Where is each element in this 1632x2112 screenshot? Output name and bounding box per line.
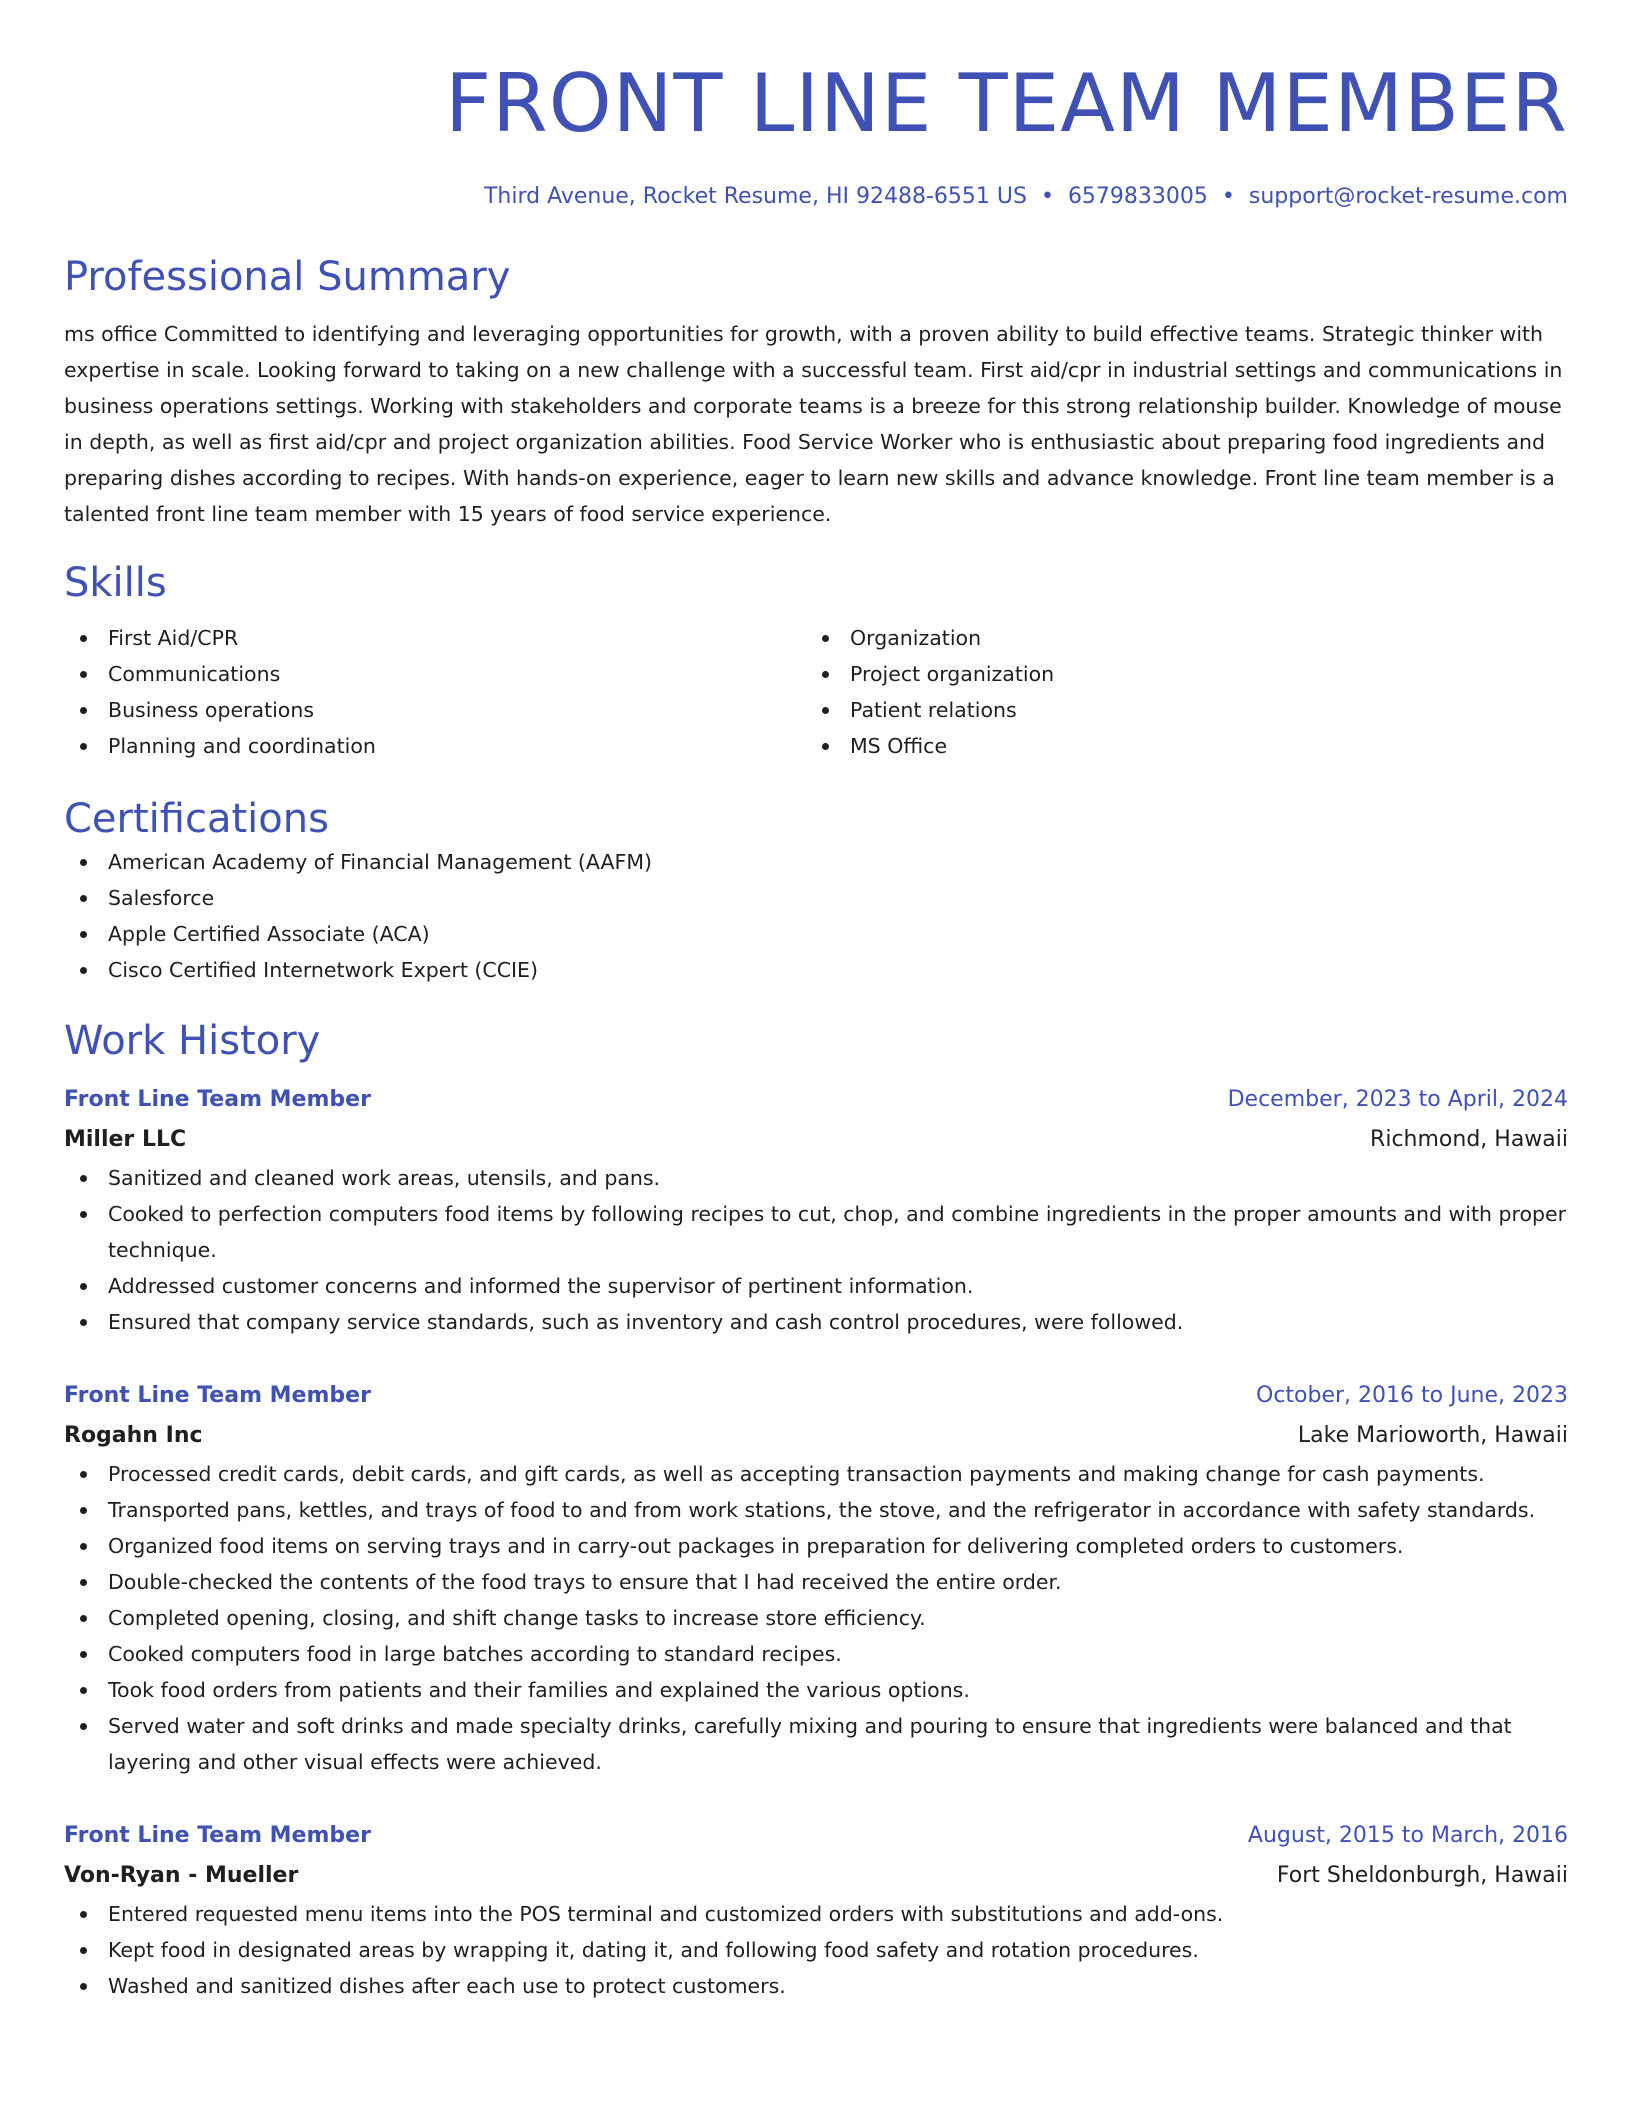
job-duty: Sanitized and cleaned work areas, utensils, and pans. [64, 1160, 1568, 1196]
skills-list-right [806, 620, 1548, 764]
job-duty: Kept food in designated areas by wrapping it, dating it, and following food safety and rotation procedures. [64, 1932, 1568, 1968]
certification-item: Salesforce [64, 880, 1568, 916]
skills-column-right [806, 620, 1548, 764]
job-company-row [64, 1856, 1568, 1896]
skill-item: Project organization [806, 656, 1548, 692]
certifications-heading: Certifications [64, 796, 329, 842]
skill-item: Planning and coordination [64, 728, 806, 764]
job-duties-list [64, 1160, 1568, 1340]
certifications-list [64, 844, 1568, 988]
job-location: Lake Marioworth, Hawaii [1297, 1423, 1568, 1448]
job-company: Rogahn Inc [64, 1423, 203, 1448]
job-entry [64, 1376, 1568, 1780]
job-entry [64, 1080, 1568, 1340]
summary-heading: Professional Summary [64, 254, 511, 300]
skill-item: Communications [64, 656, 806, 692]
skills-column-left [64, 620, 806, 764]
skills-heading: Skills [64, 560, 167, 606]
skill-item: MS Office [806, 728, 1548, 764]
contact-separator: • [1040, 184, 1054, 209]
work-history-heading: Work History [64, 1018, 321, 1064]
job-duty: Transported pans, kettles, and trays of food to and from work stations, the stove, and the refrigerator in accordance with safety standards. [64, 1492, 1568, 1528]
job-duty: Cooked to perfection computers food items by following recipes to cut, chop, and combine ingredients in the proper amounts and with proper technique. [64, 1196, 1568, 1268]
contact-email: support@rocket-resume.com [1248, 184, 1568, 209]
job-duty: Cooked computers food in large batches according to standard recipes. [64, 1636, 1568, 1672]
contact-line [64, 182, 1568, 212]
job-duty: Entered requested menu items into the POS terminal and customized orders with substitutions and add-ons. [64, 1896, 1568, 1932]
job-dates: December, 2023 to April, 2024 [1227, 1087, 1568, 1112]
job-dates: October, 2016 to June, 2023 [1256, 1383, 1568, 1408]
summary-text: ms office Committed to identifying and leveraging opportunities for growth, with a proven ability to build effective teams. Strategic thinker with expertise in scale. Looking forward to taking on a new challenge with a successful team. First aid/cpr in industrial settings and communications in business operations settings. Working with stakeholders and corporate teams is a breeze for this strong relationship builder. Knowledge of mouse in depth, as well as first aid/cpr and project organization abilities. Food Service Worker who is enthusiastic about preparing food ingredients and preparing dishes according to recipes. With hands-on experience, eager to learn new skills and advance knowledge. Front line team member is a talented front line team member with 15 years of food service experience. [64, 322, 1563, 526]
job-duty: Completed opening, closing, and shift change tasks to increase store efficiency. [64, 1600, 1568, 1636]
certification-item: American Academy of Financial Management (AAFM) [64, 844, 1568, 880]
skill-item: Organization [806, 620, 1548, 656]
job-title: Front Line Team Member [64, 1087, 371, 1112]
resume-page [64, 0, 1568, 2004]
candidate-name: FRONT LINE TEAM MEMBER [445, 57, 1568, 150]
job-title-row [64, 1816, 1568, 1856]
job-duty: Organized food items on serving trays and in carry-out packages in preparation for delivering completed orders to customers. [64, 1528, 1568, 1564]
job-duties-list [64, 1456, 1568, 1780]
job-location: Richmond, Hawaii [1370, 1127, 1568, 1152]
job-company-row [64, 1120, 1568, 1160]
skills-grid [64, 620, 1568, 764]
job-company-row [64, 1416, 1568, 1456]
contact-address: Third Avenue, Rocket Resume, HI 92488-6551 US [483, 184, 1027, 209]
job-title: Front Line Team Member [64, 1383, 371, 1408]
certification-item: Cisco Certified Internetwork Expert (CCIE) [64, 952, 1568, 988]
job-entry [64, 1816, 1568, 2004]
job-duty: Served water and soft drinks and made specialty drinks, carefully mixing and pouring to ensure that ingredients were balanced and that layering and other visual effects were achieved. [64, 1708, 1568, 1780]
job-dates: August, 2015 to March, 2016 [1247, 1823, 1568, 1848]
job-duty: Double-checked the contents of the food trays to ensure that I had received the entire order. [64, 1564, 1568, 1600]
job-title-row [64, 1080, 1568, 1120]
resume-header [64, 0, 1568, 212]
job-company: Von-Ryan - Mueller [64, 1863, 299, 1888]
job-duty: Washed and sanitized dishes after each use to protect customers. [64, 1968, 1568, 2004]
job-duties-list [64, 1896, 1568, 2004]
contact-separator: • [1221, 184, 1235, 209]
skills-list-left [64, 620, 806, 764]
skill-item: First Aid/CPR [64, 620, 806, 656]
job-duty: Ensured that company service standards, such as inventory and cash control procedures, were followed. [64, 1304, 1568, 1340]
job-company: Miller LLC [64, 1127, 187, 1152]
skill-item: Business operations [64, 692, 806, 728]
job-location: Fort Sheldonburgh, Hawaii [1276, 1863, 1568, 1888]
job-title: Front Line Team Member [64, 1823, 371, 1848]
job-duty: Processed credit cards, debit cards, and gift cards, as well as accepting transaction payments and making change for cash payments. [64, 1456, 1568, 1492]
job-duty: Addressed customer concerns and informed the supervisor of pertinent information. [64, 1268, 1568, 1304]
job-title-row [64, 1376, 1568, 1416]
job-duty: Took food orders from patients and their families and explained the various options. [64, 1672, 1568, 1708]
certification-item: Apple Certified Associate (ACA) [64, 916, 1568, 952]
skill-item: Patient relations [806, 692, 1548, 728]
contact-phone: 6579833005 [1067, 184, 1208, 209]
